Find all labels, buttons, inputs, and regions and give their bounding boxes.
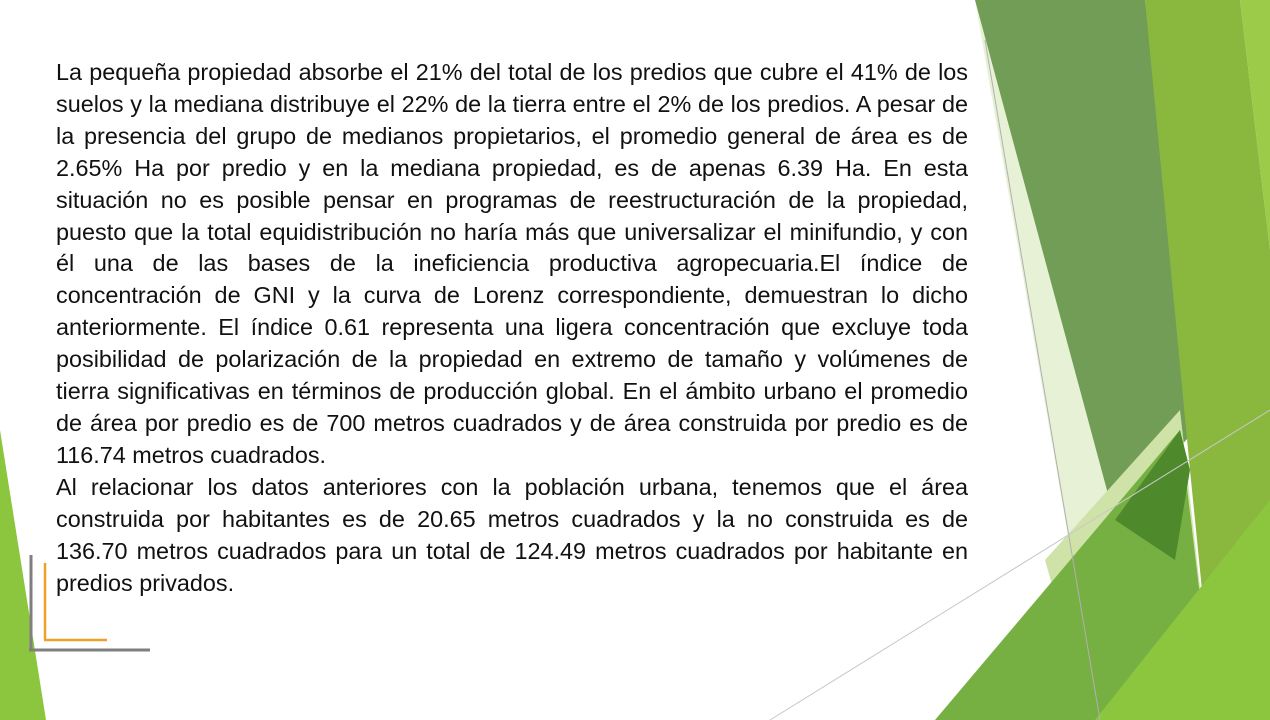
- text-body: [56, 57, 968, 599]
- paragraph-1: La pequeña propiedad absorbe el 21% del total de los predios que cubre el 41% de los suelos y la mediana distribuye el 22% de la tierra entre el 2% de los predios. A pesar de la presencia del grupo de medianos propietarios, el promedio general de área es de 2.65% Ha por predio y en la mediana propiedad, es de apenas 6.39 Ha. En esta situación no es posible pensar en programas de reestructuración de la propiedad, puesto que la total equidistribución no haría más que universalizar el minifundio, y con él una de las bases de la ineficiencia productiva agropecuaria.El índice de concentración de GNI y la curva de Lorenz correspondiente, demuestran lo dicho anteriormente. El índice 0.61 representa una ligera concentración que excluye toda posibilidad de polarización de la propiedad en extremo de tamaño y volúmenes de tierra significativas en términos de producción global. En el ámbito urbano el promedio de área por predio es de 700 metros cuadrados y de área construida por predio es de 116.74 metros cuadrados.: [56, 59, 968, 468]
- left-green-sliver: [0, 430, 46, 720]
- paragraph-2: Al relacionar los datos anteriores con la población urbana, tenemos que el área construida por habitantes es de 20.65 metros cuadrados y la no construida es de 136.70 metros cuadrados para un total de 124.49 metros cuadrados por habitante en predios privados.: [56, 473, 968, 596]
